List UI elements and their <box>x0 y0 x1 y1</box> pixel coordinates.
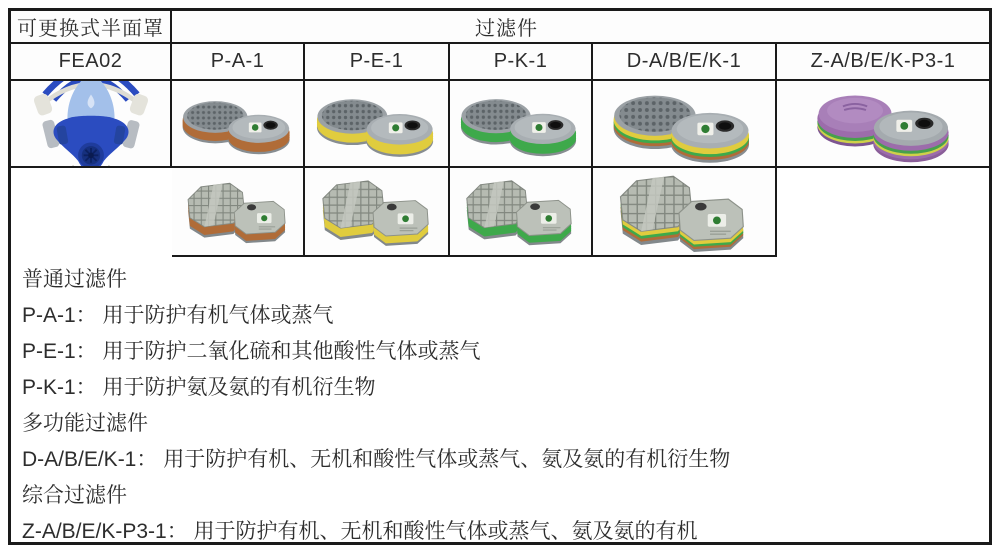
round-cartridge-pair-image <box>457 85 584 161</box>
image-cell-dabek1-hex <box>593 168 777 257</box>
header-cell-filters <box>172 11 989 44</box>
image-cell-pa1-hex <box>172 168 305 257</box>
desc-line-combined-filters: 综合过滤件 <box>22 484 127 507</box>
model-cell-fea02 <box>11 44 172 81</box>
desc-line-pk1: P-K-1： 用于防护氨及氨的有机衍生物 <box>22 376 376 399</box>
hex-cartridge-pair-image <box>609 168 758 256</box>
model-label-pk1: P-K-1 <box>493 50 548 72</box>
model-cell-pe1 <box>305 44 450 81</box>
model-label-zabekp31: Z-A/B/E/K-P3-1 <box>810 50 956 72</box>
spec-table <box>8 8 992 545</box>
model-label-pa1: P-A-1 <box>210 50 265 72</box>
image-cell-pk1-hex <box>450 168 593 257</box>
image-cell-pe1-round <box>305 81 450 168</box>
round-cartridge-pair-image <box>313 85 441 162</box>
image-cell-pk1-round <box>450 81 593 168</box>
image-cell-pa1-round <box>172 81 305 168</box>
header-filters-label: 过滤件 <box>475 18 538 40</box>
purple-cartridge-pair-image <box>804 81 962 168</box>
model-cell-dabek1 <box>593 44 777 81</box>
desc-line-pe1: P-E-1： 用于防护二氧化硫和其他酸性气体或蒸气 <box>22 340 481 363</box>
round-cartridge-pair-image <box>179 88 297 159</box>
desc-line-zabekp31: Z-A/B/E/K-P3-1： 用于防护有机、无机和酸性气体或蒸气、氨及氨的有机 <box>22 520 698 542</box>
hex-cartridge-pair-image <box>179 176 297 247</box>
model-cell-pk1 <box>450 44 593 81</box>
image-cell-dabek1-round <box>593 81 777 168</box>
model-cell-zabekp31 <box>777 44 989 81</box>
desc-line-ordinary-filters: 普通过滤件 <box>22 268 127 291</box>
half-mask-image <box>16 81 166 168</box>
model-label-pe1: P-E-1 <box>349 50 404 72</box>
image-cell-zabekp31 <box>777 81 989 168</box>
descriptions-block <box>11 257 989 542</box>
round-cartridge-pair-image <box>609 81 758 168</box>
header-cell-mask-type <box>11 11 172 44</box>
desc-line-dabek1: D-A/B/E/K-1： 用于防护有机、无机和酸性气体或蒸气、氨及氨的有机衍生物 <box>22 448 731 471</box>
header-mask-type-label: 可更换式半面罩 <box>17 18 164 40</box>
desc-line-multifunction-filters: 多功能过滤件 <box>22 412 148 435</box>
hex-cartridge-pair-image <box>313 173 441 250</box>
hex-cartridge-pair-image <box>457 173 584 249</box>
desc-line-pa1: P-A-1： 用于防护有机气体或蒸气 <box>22 304 334 327</box>
model-label-dabek1: D-A/B/E/K-1 <box>626 50 742 72</box>
model-cell-pa1 <box>172 44 305 81</box>
image-cell-pe1-hex <box>305 168 450 257</box>
image-cell-half-mask <box>11 81 172 168</box>
model-label-fea02: FEA02 <box>58 50 123 72</box>
